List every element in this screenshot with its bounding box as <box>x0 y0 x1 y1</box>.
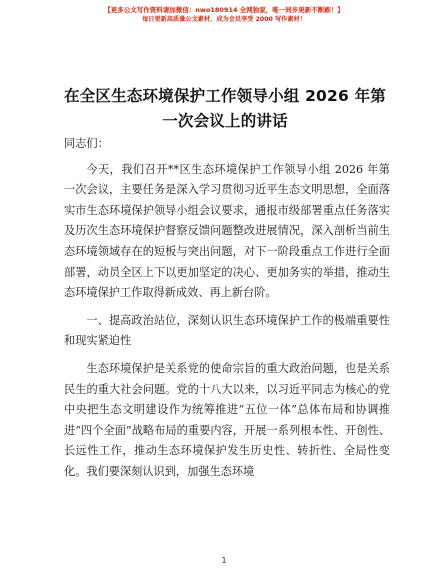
promo-banner-line2: 每日更新高质量公文素材，成为会员享受 2000 写作素材！ <box>142 16 306 23</box>
section-heading: 一、提高政治站位，深刻认识生态环境保护工作的极端重要性和现实紧迫性 <box>64 313 390 348</box>
document-body <box>64 134 390 483</box>
promo-banner <box>0 6 448 24</box>
promo-banner-line1: 【更多公文写作资料请加微信：nwo180914 全网独家，唯一同步更新不断刷！】 <box>104 6 344 14</box>
page-number: 1 <box>221 556 227 565</box>
body-paragraph: 生态环境保护是关系党的使命宗旨的重大政治问题，也是关系民生的重大社会问题。党的十八大以来，以习近平同志为核心的党中央把生态文明建设作为统筹推进“五位一体”总体布局和协调推进“四个全面”战略布局的重要内容，开展一系列根本性、开创性、长远性工作，推动生态环境保护发生历史性、转折性、全局性变化。我们要深刻认识到，加强生态环境 <box>64 361 390 478</box>
greeting: 同志们： <box>64 137 109 150</box>
body-paragraph: 今天，我们召开**区生态环境保护工作领导小组 2026 年第一次会议，主要任务是深入学习贯彻习近平生态文明思想，全面落实市生态环境保护领导小组会议要求，通报市级部署重点任务落实及历次生态环境保护督察反馈问题整改进展情况，深入剖析当前生态环境领域存在的短板与突出问题，对下一阶段重点工作进行全面部署，动员全区上下以更加坚定的决心、更加务实的举措，推动生态环境保护工作取得新成效、再上新台阶。 <box>64 162 390 300</box>
document-title: 在全区生态环境保护工作领导小组 2026 年第一次会议上的讲话 <box>63 87 387 130</box>
